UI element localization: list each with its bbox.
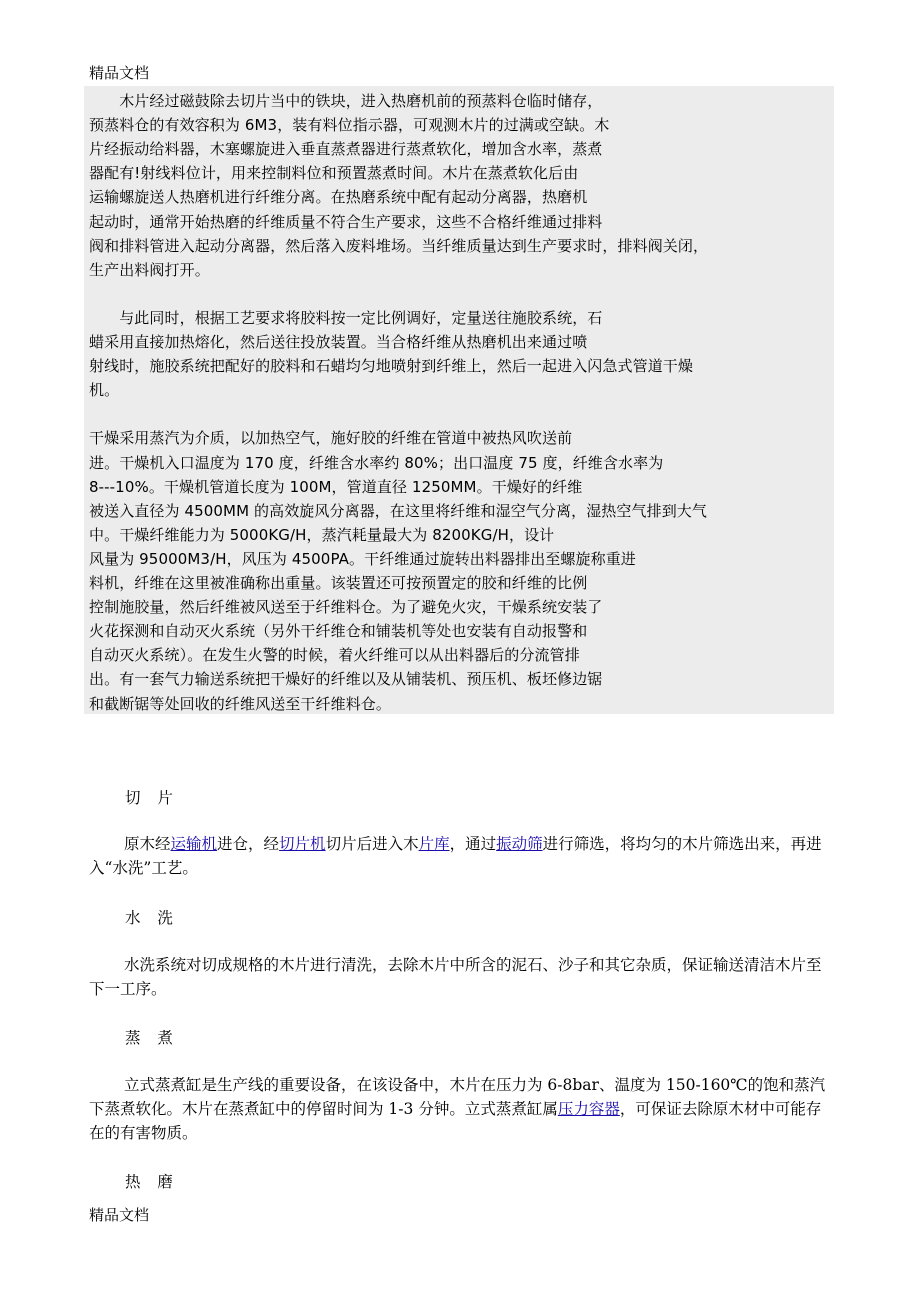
gray-text-line: 中。干燥纤维能力为 5000KG/H，蒸汽耗量最大为 8200KG/H，设计 bbox=[89, 525, 555, 544]
text-run: ，通过 bbox=[449, 835, 497, 853]
gray-text-line: 和截断锯等处回收的纤维风送至干纤维料仓。 bbox=[89, 694, 392, 713]
gray-text-line: 与此同时，根据工艺要求将胶料按一定比例调好，定量送往施胶系统，石 bbox=[89, 308, 603, 327]
text-run: 进行筛选，将均匀的木片筛选出来，再进入“水洗”工艺。 bbox=[89, 835, 822, 877]
section-title-qiepian: 切 片 bbox=[125, 789, 179, 807]
section-body-zhengzhu bbox=[89, 1073, 834, 1145]
link-chipper[interactable]: 切片机 bbox=[279, 835, 326, 853]
gray-text-line: 进。干燥机入口温度为 170 度，纤维含水率约 80%；出口温度 75 度，纤维含水率为 bbox=[89, 453, 664, 472]
gray-text-line bbox=[89, 282, 834, 306]
gray-text-line: 火花探测和自动灭火系统（另外干纤维仓和铺装机等处也安装有自动报警和 bbox=[89, 622, 588, 641]
gray-text-line: 射线时，施胶系统把配好的胶料和石蜡均匀地喷射到纤维上，然后一起进入闪急式管道干燥 bbox=[89, 357, 694, 376]
gray-text-line: 运输螺旋送人热磨机进行纤维分离。在热磨系统中配有起动分离器，热磨机 bbox=[89, 188, 588, 207]
text-run: ，可保证去除原木材中可能存在的有害物质。 bbox=[89, 1100, 822, 1142]
gray-text-line: 出。有一套气力输送系统把干燥好的纤维以及从铺装机、预压机、板坯修边锯 bbox=[89, 670, 603, 689]
gray-text-line: 8---10%。干燥机管道长度为 100M，管道直径 1250MM。干燥好的纤维 bbox=[89, 477, 583, 496]
section-body-shuixi: 水洗系统对切成规格的木片进行清洗，去除木片中所含的泥石、沙子和其它杂质，保证输送清洁木片至下一工序。 bbox=[89, 956, 822, 998]
text-run: 进仓，经 bbox=[217, 835, 280, 853]
text-run: 切片后进入木 bbox=[325, 835, 419, 853]
gray-text-line: 料机，纤维在这里被准确称出重量。该装置还可按预置定的胶和纤维的比例 bbox=[89, 574, 588, 592]
section-title-shuixi: 水 洗 bbox=[125, 909, 179, 927]
gray-text-line: 自动灭火系统）。在发生火警的时候，着火纤维可以从出料器后的分流管排 bbox=[89, 646, 580, 665]
page-footer: 精品文档 bbox=[89, 1206, 150, 1224]
gray-text-line: 机。 bbox=[89, 381, 120, 400]
gray-text-line bbox=[89, 402, 834, 426]
gray-text-line: 预蒸料仓的有效容积为 6M3，装有料位指示器，可观测木片的过满或空缺。木 bbox=[89, 116, 610, 135]
gray-text-line: 蜡采用直接加热熔化，然后送往投放装置。当合格纤维从热磨机出来通过喷 bbox=[89, 333, 588, 351]
gray-text-line: 木片经过磁鼓除去切片当中的铁块，进入热磨机前的预蒸料仓临时储存， bbox=[89, 92, 603, 110]
gray-text-line: 片经振动给料器，木塞螺旋进入垂直蒸煮器进行蒸煮软化，增加含水率，蒸煮 bbox=[89, 140, 603, 159]
link-vibrating-screen[interactable]: 振动筛 bbox=[496, 835, 543, 853]
section-body-qiepian bbox=[89, 832, 834, 880]
text-run: 原木经 bbox=[124, 835, 171, 853]
gray-text-line: 器配有!射线料位计，用来控制料位和预置蒸煮时间。木片在蒸煮软化后由 bbox=[89, 164, 579, 183]
gray-text-line: 干燥采用蒸汽为介质，以加热空气，施好胶的纤维在管道中被热风吹送前 bbox=[89, 429, 573, 448]
gray-text-line: 生产出料阀打开。 bbox=[89, 260, 210, 279]
gray-text-line: 起动时，通常开始热磨的纤维质量不符合生产要求，这些不合格纤维通过排料 bbox=[89, 212, 603, 231]
gray-text-line: 被送入直径为 4500MM 的高效旋风分离器，在这里将纤维和湿空气分离，湿热空气排到大气 bbox=[89, 501, 707, 520]
gray-text-line: 阀和排料管进入起动分离器，然后落入废料堆场。当纤维质量达到生产要求时，排料阀关闭， bbox=[89, 236, 709, 255]
gray-text-line: 风量为 95000M3/H，风压为 4500PA。干纤维通过旋转出料器排出至螺旋称重进 bbox=[89, 549, 636, 568]
section-title-remo: 热 磨 bbox=[125, 1173, 179, 1191]
link-pressure-vessel[interactable]: 压力容器 bbox=[557, 1100, 620, 1118]
section-title-zhengzhu: 蒸 煮 bbox=[125, 1029, 179, 1047]
gray-text-line: 控制施胶量，然后纤维被风送至于纤维料仓。为了避免火灾，干燥系统安装了 bbox=[89, 598, 603, 617]
text-run: 立式蒸煮缸是生产线的重要设备，在该设备中，木片在压力为 6-8bar、温度为 150-160℃的饱和蒸汽下蒸煮软化。木片在蒸煮缸中的停留时间为 1-3 分钟。立式蒸煮缸属 bbox=[89, 1076, 826, 1118]
link-conveyor[interactable]: 运输机 bbox=[170, 835, 218, 853]
page-header: 精品文档 bbox=[89, 64, 150, 82]
link-chip-storage[interactable]: 片库 bbox=[418, 835, 450, 853]
